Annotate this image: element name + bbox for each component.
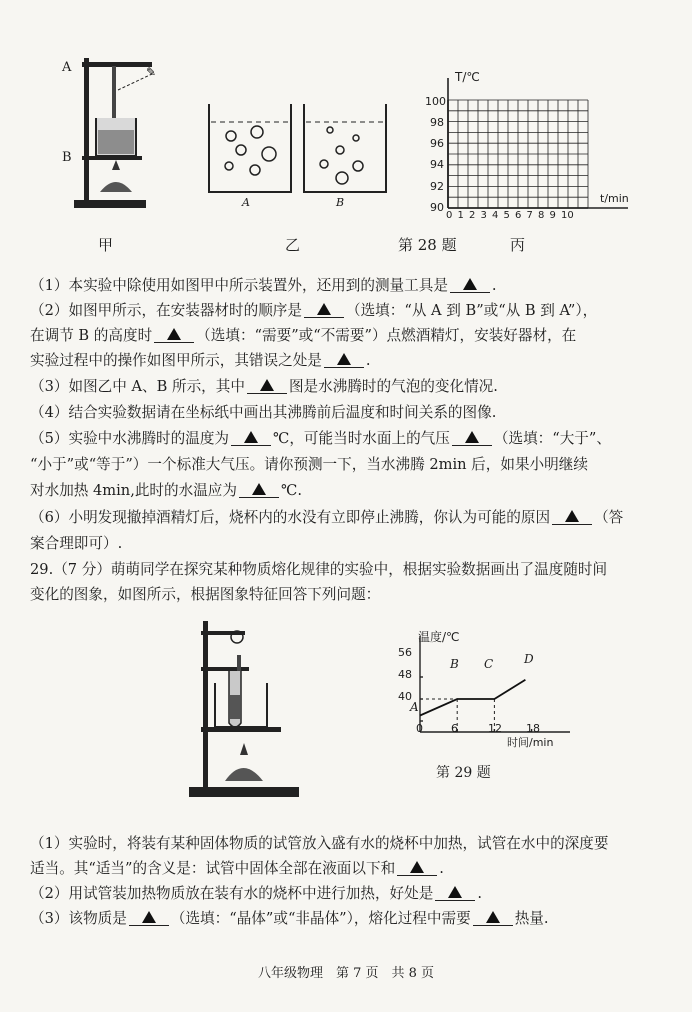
answer-blank[interactable] [129, 909, 169, 926]
q29-line-4 [30, 909, 670, 929]
q28-line-2 [30, 301, 670, 321]
q29-text: （选填：“晶体”或“非晶体”），熔化过程中需要 [170, 910, 471, 927]
chart29-xtick-6: 6 [451, 722, 458, 735]
q28-line-1 [30, 276, 670, 296]
q28-line-3 [30, 326, 670, 346]
svg-text:✎: ✎ [146, 65, 157, 79]
chart29-point-c: C [484, 657, 494, 671]
q28-line-7 [30, 429, 670, 449]
chart29-xtick-18: 18 [526, 722, 540, 735]
q28-text: （选填：“从 A 到 B”或“从 B 到 A”）， [345, 302, 598, 319]
q28-text: 在调节 B 的高度时 [30, 327, 153, 344]
grid-ylabel: T/℃ [455, 70, 480, 84]
q29-text: 适当。其“适当”的含义是：试管中固体全部在液面以下和 [30, 860, 396, 877]
q28-line-9 [30, 481, 670, 501]
q29-intro-1: 29.（7 分）萌萌同学在探究某种物质熔化规律的实验中，根据实验数据画出了温度随时间 [30, 561, 608, 578]
q28-line-10 [30, 508, 670, 528]
chart29-point-a: A [410, 700, 419, 714]
grid-ytick-1: 98 [430, 116, 444, 129]
caption-bing: 丙 [510, 236, 526, 254]
chart29-curve [420, 680, 525, 716]
q28-line-11 [30, 534, 670, 554]
chart29-xtick-0: 0 [416, 722, 423, 735]
q28-text: 案合理即可）. [30, 535, 123, 552]
q29-intro-2: 变化的图象，如图所示，根据图象特征回答下列问题： [30, 586, 381, 603]
answer-blank[interactable] [304, 301, 344, 318]
chart29-ytick-56: 56 [398, 646, 412, 659]
answer-blank[interactable] [397, 859, 437, 876]
chart29-xlabel: 时间/min [507, 736, 554, 749]
q28-text: ℃. [281, 482, 302, 499]
grid-xtick: 6 [515, 210, 522, 221]
grid-xticks [446, 210, 586, 221]
q28-text: “小于”或“等于”）一个标准大气压。请你预测一下，当水沸腾 2min 后，如果小明继续 [30, 456, 588, 473]
q29-text: （3）该物质是 [30, 910, 127, 927]
q28-line-5 [30, 377, 670, 397]
grid-xtick: 2 [469, 210, 476, 221]
q28-text: . [365, 352, 371, 369]
q28-text: 实验过程中的操作如图甲所示，其错误之处是 [30, 352, 322, 369]
figure-yi-beaker-b [300, 100, 390, 200]
chart29-ytick-40: 40 [398, 690, 412, 703]
q28-line-6 [30, 403, 670, 423]
grid-xtick: 9 [549, 210, 556, 221]
q28-text: （6）小明发现撤掉酒精灯后，烧杯内的水没有立即停止沸腾，你认为可能的原因 [30, 509, 551, 526]
q28-text: （选填：“需要”或“不需要”）点燃酒精灯，安装好器材，在 [196, 327, 577, 344]
grid-xtick: 7 [526, 210, 533, 221]
grid-xtick: 8 [538, 210, 545, 221]
q28-line-4 [30, 351, 670, 371]
grid-xtick: 1 [457, 210, 464, 221]
answer-blank[interactable] [552, 508, 592, 525]
chart29-point-b: B [450, 657, 459, 671]
answer-blank[interactable] [473, 909, 513, 926]
figure-jia-apparatus [60, 52, 170, 222]
q28-text: ℃，可能当时水面上的气压 [273, 430, 450, 447]
answer-blank[interactable] [450, 276, 490, 293]
chart29-ytick-48: 48 [398, 668, 412, 681]
answer-blank[interactable] [452, 429, 492, 446]
caption-yi: 乙 [285, 236, 301, 254]
q29-text: （1）实验时，将装有某种固体物质的试管放入盛有水的烧杯中加热，试管在水中的深度要 [30, 835, 609, 852]
q29-text: . [439, 860, 444, 877]
q29-line-1 [30, 834, 670, 854]
grid-ytick-3: 94 [430, 158, 444, 171]
grid-xtick: 5 [503, 210, 510, 221]
q29-text: （2）用试管装加热物质放在装有水的烧杯中进行加热，好处是 [30, 885, 434, 902]
page-footer: 八年级物理 第 7 页 共 8 页 [257, 966, 435, 981]
q28-text: （1）本实验中除使用如图甲中所示装置外，还用到的测量工具是 [30, 277, 448, 294]
grid-ytick-2: 96 [430, 137, 444, 150]
figure-yi-beaker-a [205, 100, 295, 200]
label-b: B [62, 150, 72, 165]
grid-xtick: 10 [561, 210, 574, 221]
grid-xtick: 4 [492, 210, 499, 221]
chart29-xtick-12: 12 [488, 722, 502, 735]
q29-line-2 [30, 859, 670, 879]
answer-blank[interactable] [247, 377, 287, 394]
answer-blank[interactable] [435, 884, 475, 901]
q28-text: （4）结合实验数据请在坐标纸中画出其沸腾前后温度和时间关系的图像. [30, 404, 497, 421]
q28-text: 图是水沸腾时的气泡的变化情况. [288, 378, 498, 395]
beaker-a-label: A [242, 196, 250, 209]
answer-blank[interactable] [324, 351, 364, 368]
q28-line-8 [30, 455, 670, 475]
chart29-ylabel: 温度/℃ [418, 630, 460, 644]
figure-29-apparatus [185, 615, 305, 805]
q28-text: 对水加热 4min,此时的水温应为 [30, 482, 237, 499]
q28-text: （答 [594, 509, 624, 526]
q28-text: （选填：“大于”、 [493, 430, 611, 447]
grid-ytick-4: 92 [430, 180, 444, 193]
answer-blank[interactable] [239, 481, 279, 498]
caption-q29: 第 29 题 [436, 765, 491, 781]
grid-ytick-5: 90 [430, 201, 444, 214]
caption-jia: 甲 [98, 236, 114, 254]
answer-blank[interactable] [154, 326, 194, 343]
grid-ytick-0: 100 [425, 95, 446, 108]
label-a: A [62, 60, 72, 75]
answer-blank[interactable] [231, 429, 271, 446]
q29-text: 热量. [514, 910, 549, 927]
q29-line-3 [30, 884, 670, 904]
grid-xlabel: t/min [600, 192, 629, 205]
grid-xtick: 3 [480, 210, 487, 221]
q28-text: （5）实验中水沸腾时的温度为 [30, 430, 230, 447]
chart29-point-d: D [524, 652, 534, 666]
figure-bing-grid [420, 70, 640, 230]
caption-q28: 第 28 题 [398, 236, 457, 254]
beaker-b-label: B [336, 196, 345, 209]
q28-text: （3）如图乙中 A、B 所示，其中 [30, 378, 245, 395]
q28-text: . [491, 277, 497, 294]
q29-text: . [477, 885, 482, 902]
q28-text: （2）如图甲所示，在安装器材时的顺序是 [30, 302, 302, 319]
grid-xtick: 0 [446, 210, 453, 221]
